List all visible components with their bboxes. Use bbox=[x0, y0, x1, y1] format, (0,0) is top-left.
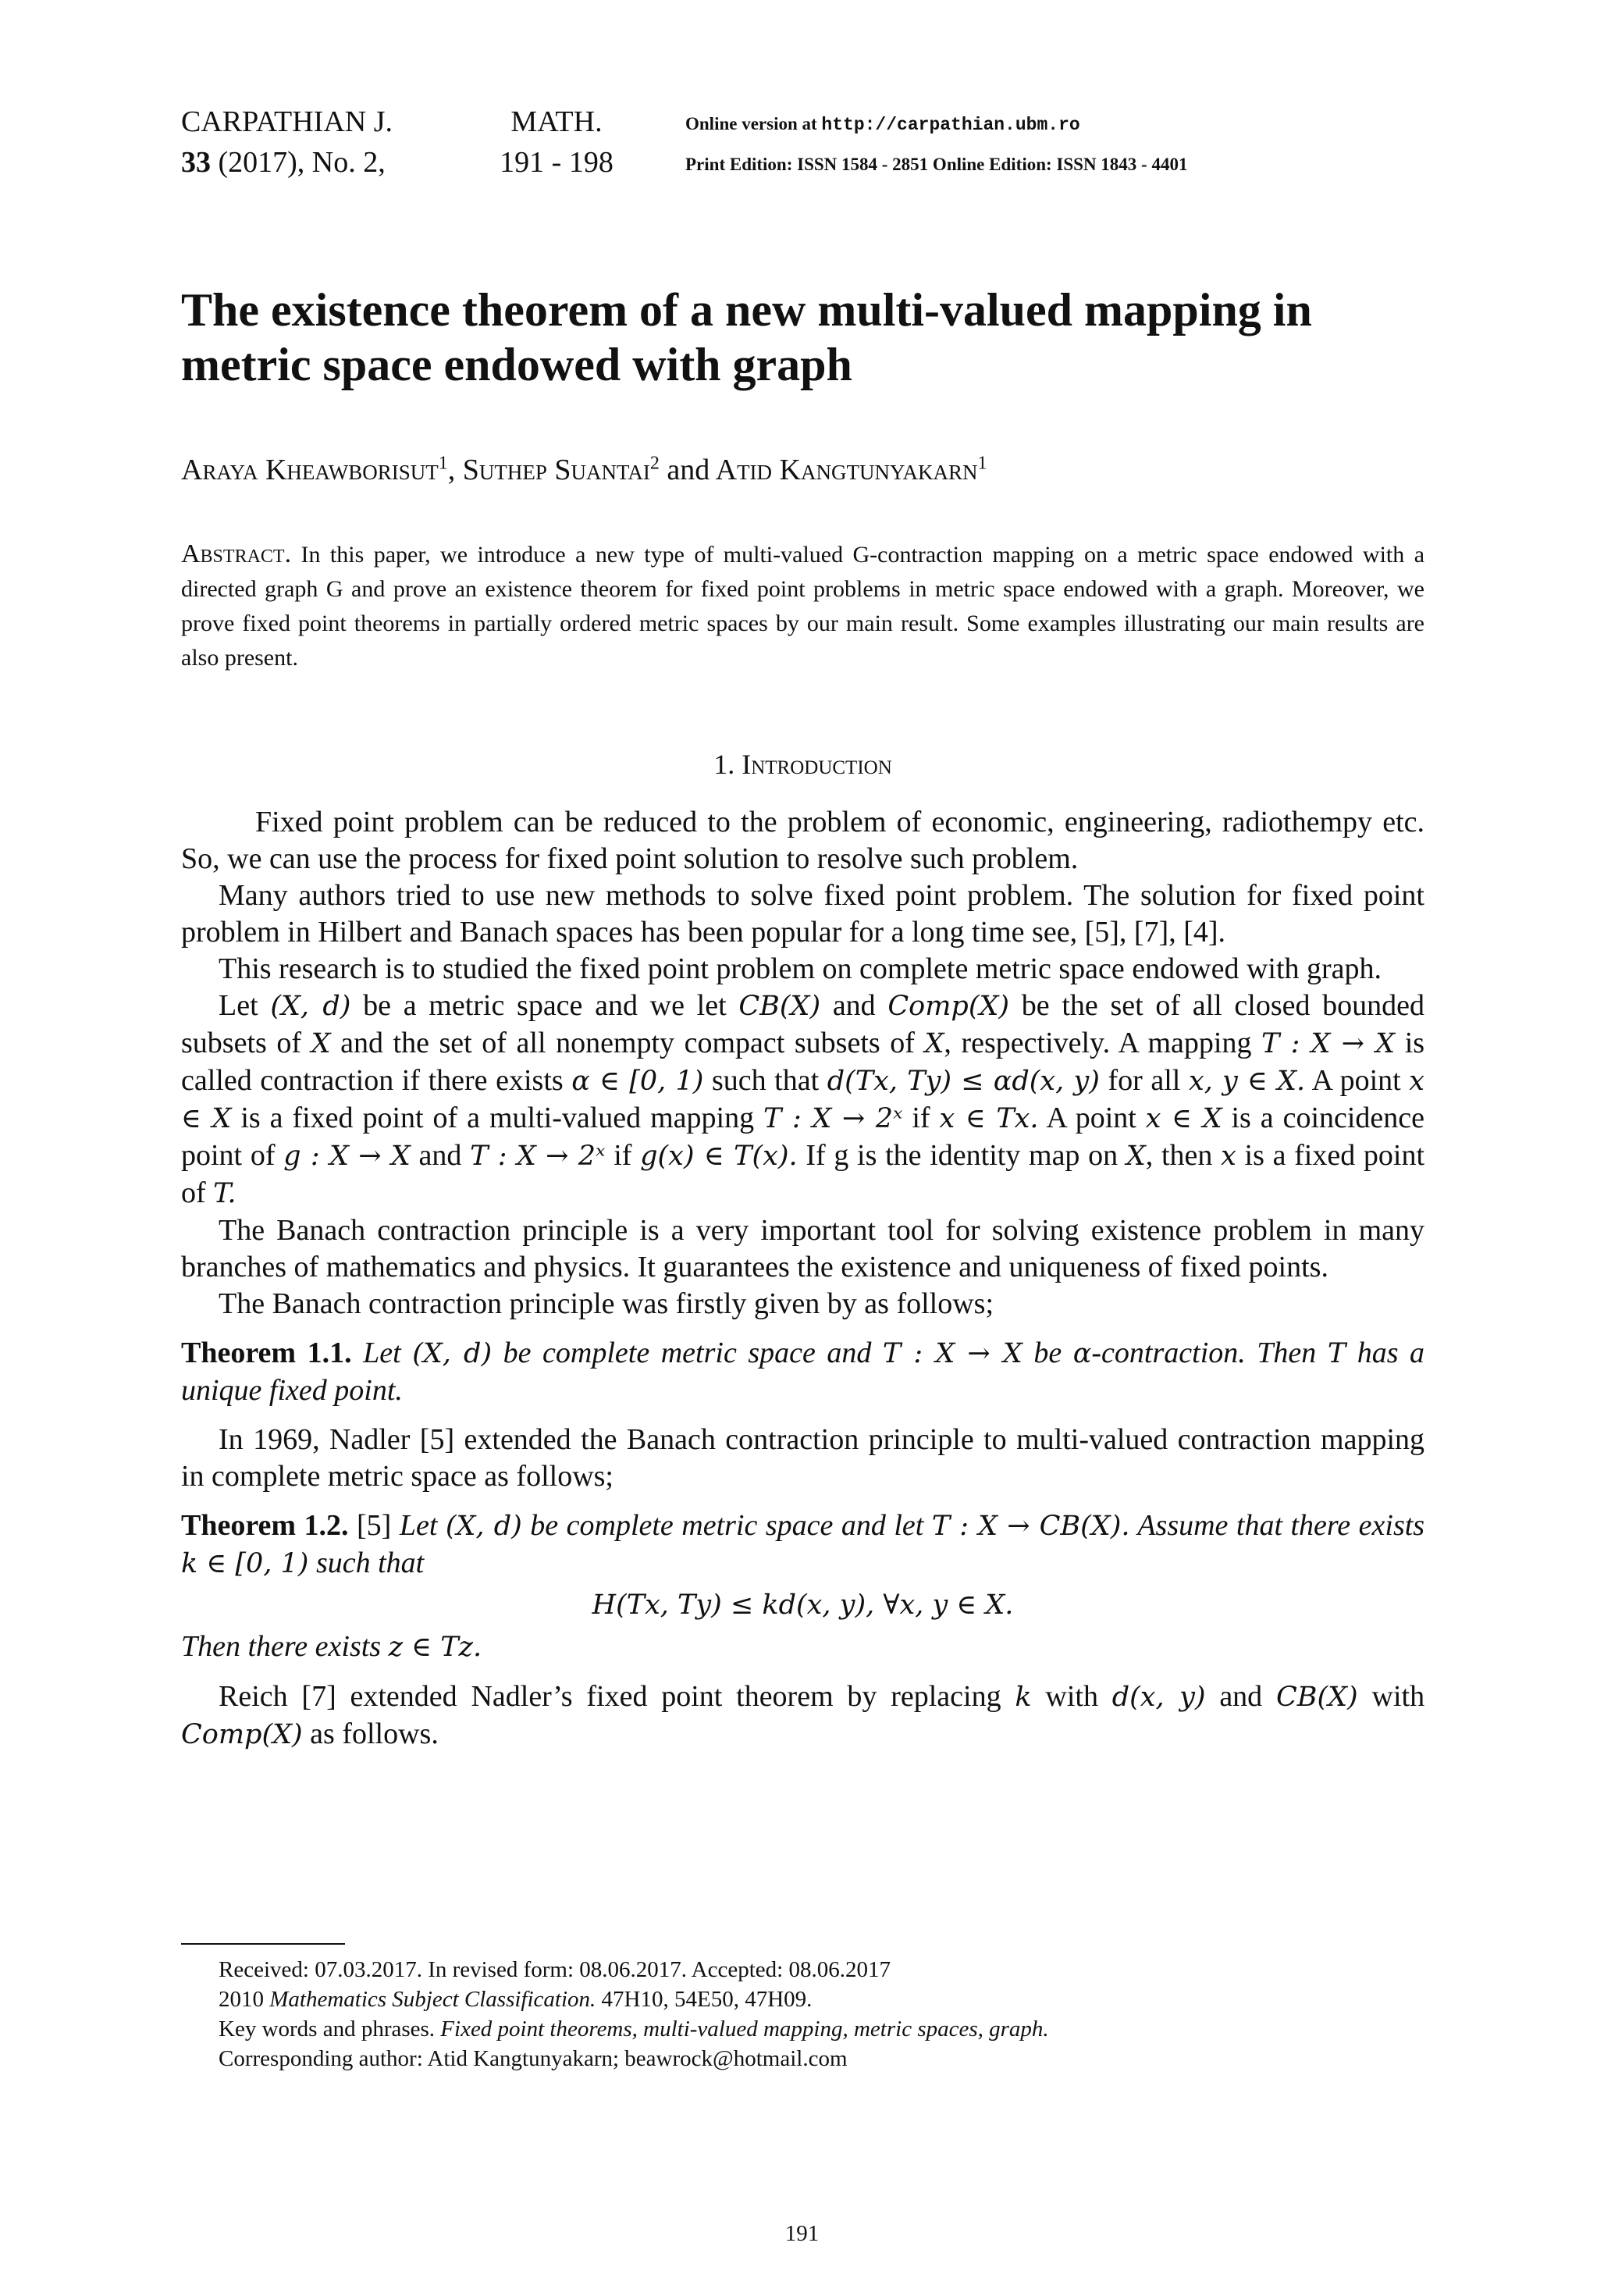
received-dates: Received: 07.03.2017. In revised form: 08.06.2017. Accepted: 08.06.2017 bbox=[219, 1957, 891, 1982]
display-equation: H(Tx, Ty) ≤ kd(x, y), ∀x, y ∈ X. bbox=[592, 1589, 1014, 1621]
issue: (2017), No. 2, bbox=[218, 146, 386, 179]
author-2: Suthep Suantai bbox=[462, 454, 650, 486]
online-version bbox=[685, 114, 1080, 135]
theorem-1-2-conclusion: Then there exists z ∈ Tz. bbox=[181, 1630, 482, 1663]
paragraph: Many authors tried to use new methods to solve fixed point problem. The solution for fixed point problem in Hilbert and Banach spaces has been popular for a long time see, [5], [7], [4]. bbox=[181, 879, 1424, 949]
author-1-affil: 1 bbox=[438, 453, 448, 474]
online-prefix: Online version at bbox=[685, 114, 817, 133]
footnotes bbox=[219, 1955, 1421, 2074]
author-3: Atid Kangtunyakarn bbox=[715, 454, 978, 486]
volume: 33 bbox=[181, 146, 211, 179]
theorem-label: Theorem 1.1. bbox=[181, 1337, 352, 1369]
paper-title: The existence theorem of a new multi-valued mapping in metric space endowed with graph bbox=[181, 284, 1312, 390]
abstract bbox=[181, 537, 1424, 675]
journal-math bbox=[494, 101, 619, 183]
paragraph: The Banach contraction principle was firstly given by as follows; bbox=[219, 1287, 994, 1320]
author-1: Araya Kheawborisut bbox=[181, 454, 439, 486]
journal-title: CARPATHIAN J. bbox=[181, 105, 393, 138]
paragraph: Reich [7] extended Nadler’s fixed point theorem by replacing k with d(x, y) and CB(X) with Comp(X) as follows. bbox=[181, 1680, 1425, 1750]
msc-classification: 2010 Mathematics Subject Classification. 47H10, 54E50, 47H09. bbox=[219, 1987, 813, 2012]
theorem-label: Theorem 1.2. bbox=[181, 1509, 349, 1542]
paragraph: The Banach contraction principle is a very important tool for solving existence problem in many branches of mathematics and physics. It guarantees the existence and uniqueness of fixed points. bbox=[181, 1214, 1424, 1283]
theorem-1-2: Theorem 1.2. [5] Let (X, d) be complete metric space and let T : X → CB(X). Assume that there exists k ∈ [0, 1) such that bbox=[181, 1509, 1425, 1579]
abstract-text: In this paper, we introduce a new type of multi-valued G-contraction mapping on a metric space endowed with a directed graph G and prove an existence theorem for fixed point problems in metric space endowed with a graph. Moreover, we prove fixed point theorems in partially ordered metric spaces by our main result. Some examples illustrating our main results are also present. bbox=[181, 542, 1425, 671]
author-3-affil: 1 bbox=[977, 453, 987, 474]
citation[interactable]: [5] bbox=[357, 1509, 392, 1542]
abstract-label: Abstract. bbox=[181, 539, 292, 568]
authors bbox=[181, 453, 987, 487]
keywords: Key words and phrases. Fixed point theorems, multi-valued mapping, metric spaces, graph. bbox=[219, 2017, 1049, 2041]
page-number: 191 bbox=[784, 2221, 820, 2246]
journal-name bbox=[181, 101, 393, 183]
paragraph: This research is to studied the fixed point problem on complete metric space endowed with graph. bbox=[219, 952, 1382, 985]
theorem-1-1: Theorem 1.1. Let (X, d) be complete metric space and T : X → X be α-contraction. Then T has a unique fixed point. bbox=[181, 1337, 1425, 1407]
body-text bbox=[181, 804, 1424, 1753]
issn-line: Print Edition: ISSN 1584 - 2851 Online Edition: ISSN 1843 - 4401 bbox=[685, 155, 1188, 174]
math-label: MATH. bbox=[510, 105, 603, 138]
section-heading: 1. Introduction bbox=[713, 749, 892, 780]
author-and: and bbox=[667, 454, 710, 486]
page-range: 191 - 198 bbox=[500, 146, 614, 179]
paragraph-definitions: Let (X, d) be a metric space and we let CB(X) and Comp(X) be the set of all closed bounded subsets of X and the set of all nonempty compact subsets of X, respectively. A mapping T : X → X is called contraction if there exists α ∈ [0, 1) such that d(Tx, Ty) ≤ αd(x, y) for all x, y ∈ X. A point x ∈ X is a fixed point of a multi-valued mapping T : X → 2ˣ if x ∈ Tx. A point x ∈ X is a coincidence point of g : X → X and T : X → 2ˣ if g(x) ∈ T(x). If g is the identity map on X, then x is a fixed point of T. bbox=[181, 989, 1425, 1209]
paragraph: In 1969, Nadler [5] extended the Banach contraction principle to multi-valued contraction mapping in complete metric space as follows; bbox=[181, 1423, 1424, 1493]
paragraph: Fixed point problem can be reduced to the problem of economic, engineering, radiothempy etc. So, we can use the process for fixed point solution to resolve such problem. bbox=[181, 806, 1424, 875]
author-2-affil: 2 bbox=[649, 453, 660, 474]
corresponding-author: Corresponding author: Atid Kangtunyakarn; beawrock@hotmail.com bbox=[219, 2046, 848, 2071]
online-url[interactable]: http://carpathian.ubm.ro bbox=[821, 115, 1080, 135]
author-sep: , bbox=[447, 454, 456, 486]
footnote-rule bbox=[181, 1943, 345, 1945]
